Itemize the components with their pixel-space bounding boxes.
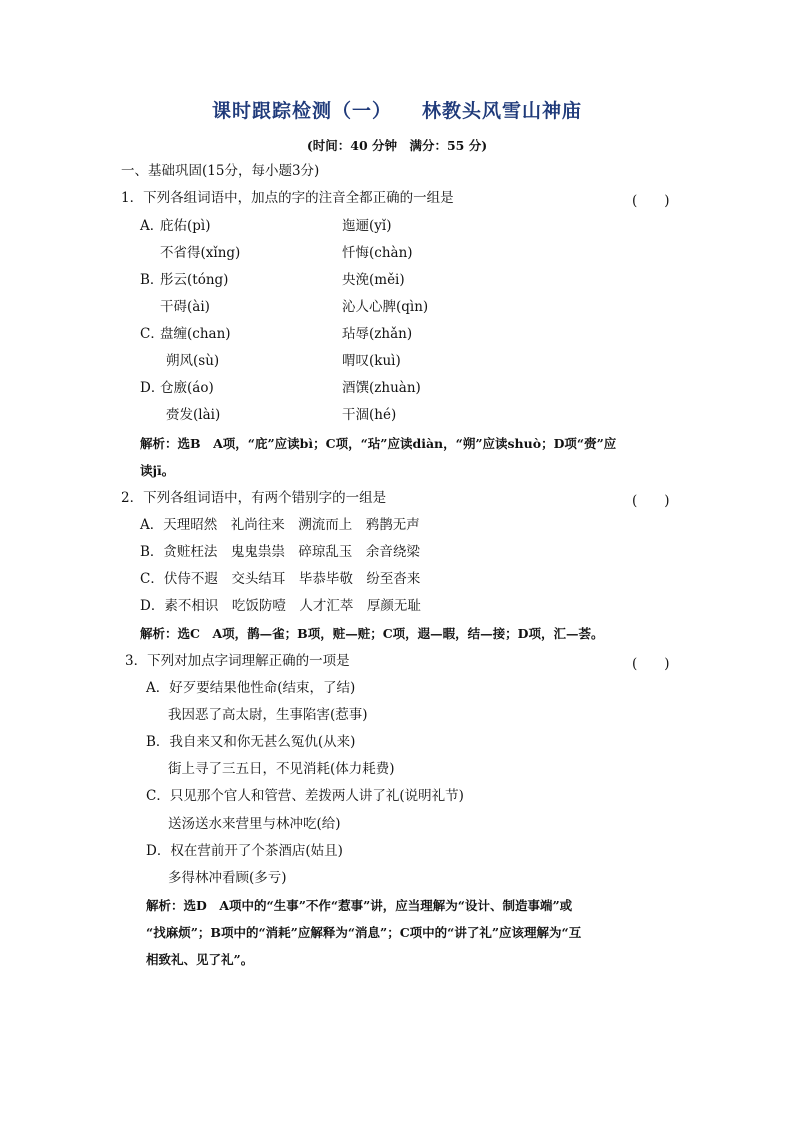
q1-option-c-word3: 朔风(sù): [166, 353, 220, 369]
q1-option-b-word1: 彤云(tóng): [160, 272, 229, 288]
page-subtitle: (时间：40 分钟 满分：55 分): [306, 138, 488, 153]
q3-option-c-line1: C．只见那个官人和管营、差拨两人讲了礼(说明礼节): [146, 788, 464, 804]
q3-option-b-line2: 街上寻了三五日，不见消耗(体力耗费): [168, 761, 395, 777]
q1-option-a-word4: 忏悔(chàn): [342, 245, 413, 261]
q3-option-a-line1: A．好歹要结果他性命(结束，了结): [146, 680, 356, 696]
q1-option-c-label: C．: [140, 326, 164, 342]
title-right: 林教头风雪山神庙: [422, 100, 583, 122]
q1-explanation-line2: 读jī。: [140, 463, 175, 478]
q1-option-b-word3: 干碍(ài): [160, 299, 210, 315]
q1-option-c-word4: 喟叹(kuì): [342, 353, 401, 369]
q1-option-c-word1: 盘缠(chan): [160, 326, 231, 342]
q3-explanation-line1: 解析：选D A项中的“生事”不作“惹事”讲，应当理解为“设计、制造事端”或: [146, 898, 573, 913]
q1-option-c-word2: 玷辱(zhǎn): [342, 326, 413, 342]
q2-answer-paren: ( ): [632, 493, 670, 509]
q3-option-d-line1: D．权在营前开了个茶酒店(姑且): [146, 843, 343, 859]
q2-option-a: A．天理昭然 礼尚往来 溯流而上 鸦鹊无声: [140, 517, 420, 533]
q1-option-b-word2: 央浼(měi): [342, 272, 405, 288]
q2-option-b: B．贪赃枉法 鬼鬼祟祟 碎琼乱玉 余音绕梁: [140, 544, 420, 560]
q1-option-d-word1: 仓廒(áo): [160, 380, 214, 396]
q3-option-c-line2: 送汤送水来营里与林冲吃(给): [168, 816, 341, 832]
q1-option-a-word2: 迤逦(yǐ): [342, 218, 392, 234]
q1-stem: 1．下列各组词语中，加点的字的注音全都正确的一组是: [121, 190, 454, 206]
q1-option-d-word3: 赍发(lài): [166, 407, 221, 423]
q1-option-b-word4: 沁人心脾(qìn): [342, 299, 429, 315]
q3-answer-paren: ( ): [632, 656, 670, 672]
q2-option-d: D．素不相识 吃饭防噎 人才汇萃 厚颜无耻: [140, 598, 421, 614]
q1-explanation-line1: 解析：选B A项，“庇”应读bì；C项，“玷”应读diàn，“朔”应读shuò；D项“赍”应: [140, 436, 617, 451]
q3-option-b-line1: B．我自来又和你无甚么冤仇(从来): [146, 734, 356, 750]
q1-option-d-word4: 干涸(hé): [342, 407, 397, 423]
q3-stem: 3．下列对加点字词理解正确的一项是: [125, 653, 350, 669]
page-title: [0, 96, 794, 123]
q2-explanation: 解析：选C A项，鹊—雀；B项，赃—赃；C项，遐—暇，结—接；D项，汇—荟。: [140, 626, 604, 641]
q3-explanation-line2: “找麻烦”；B项中的“消耗”应解释为“消息”；C项中的“讲了礼”应该理解为“互: [146, 925, 582, 940]
section-heading: 一、基础巩固(15分，每小题3分): [121, 163, 320, 179]
q1-answer-paren: ( ): [632, 193, 670, 209]
q1-option-a-word1: 庇佑(pì): [160, 218, 211, 234]
q3-option-d-line2: 多得林冲看顾(多亏): [168, 870, 287, 886]
q1-option-d-word2: 酒馔(zhuàn): [342, 380, 421, 396]
q3-explanation-line3: 相致礼、见了礼”。: [146, 952, 254, 967]
q2-stem: 2．下列各组词语中，有两个错别字的一组是: [121, 490, 387, 506]
q1-option-a-word3: 不省得(xǐng): [160, 245, 241, 261]
q1-option-b-label: B．: [140, 272, 164, 288]
q1-option-d-label: D．: [140, 380, 165, 396]
title-left: 课时跟踪检测（一）: [211, 100, 392, 122]
q1-option-a-label: A．: [140, 218, 164, 234]
q3-option-a-line2: 我因恶了高太尉，生事陷害(惹事): [168, 707, 368, 723]
q2-option-c: C．伏侍不遐 交头结耳 毕恭毕敬 纷至沓来: [140, 571, 421, 587]
